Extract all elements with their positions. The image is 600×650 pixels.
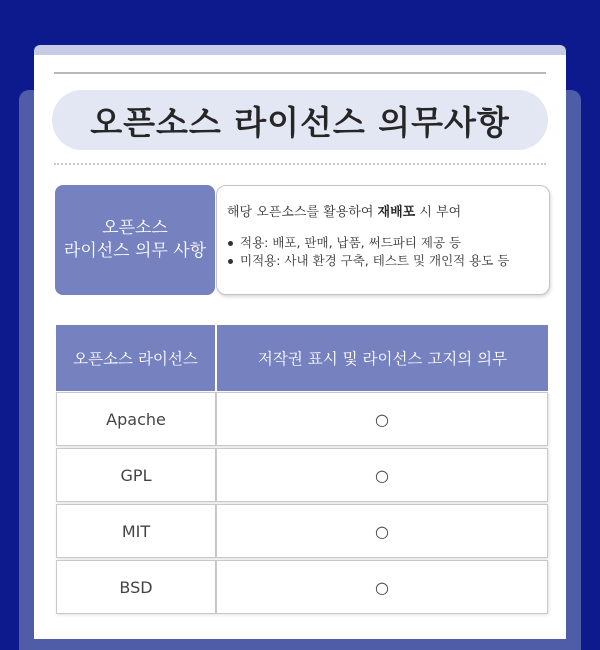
cell-license: Apache	[56, 392, 216, 446]
cell-mark: ○	[216, 560, 548, 614]
cell-license: MIT	[56, 504, 216, 558]
description-suffix: 시 부여	[419, 205, 462, 220]
section-label-line2: 라이선스 의무 사항	[63, 241, 207, 261]
bullet-list	[227, 234, 539, 270]
top-divider	[54, 72, 546, 74]
bullet-item: 미적용: 사내 환경 구축, 테스트 및 개인적 용도 등	[227, 252, 539, 270]
cell-mark: ○	[216, 392, 548, 446]
description-line	[227, 201, 539, 220]
section-label	[55, 185, 215, 295]
cell-mark: ○	[216, 448, 548, 502]
dotted-divider	[54, 163, 546, 165]
section-description	[216, 185, 550, 295]
section-label-line1: 오픈소스	[102, 218, 168, 238]
title-banner	[52, 90, 548, 150]
header-license: 오픈소스 라이선스	[56, 325, 215, 391]
bullet-item: 적용: 배포, 판매, 납품, 써드파티 제공 등	[227, 234, 539, 252]
page-title: 오픈소스 라이선스 의무사항	[90, 102, 510, 142]
cell-license: GPL	[56, 448, 216, 502]
cell-license: BSD	[56, 560, 216, 614]
description-prefix: 해당 오픈소스를 활용하여	[227, 205, 374, 220]
cell-mark: ○	[216, 504, 548, 558]
content-card	[34, 55, 566, 639]
description-bold: 재배포	[377, 205, 416, 220]
header-obligation: 저작권 표시 및 라이선스 고지의 의무	[217, 325, 548, 391]
